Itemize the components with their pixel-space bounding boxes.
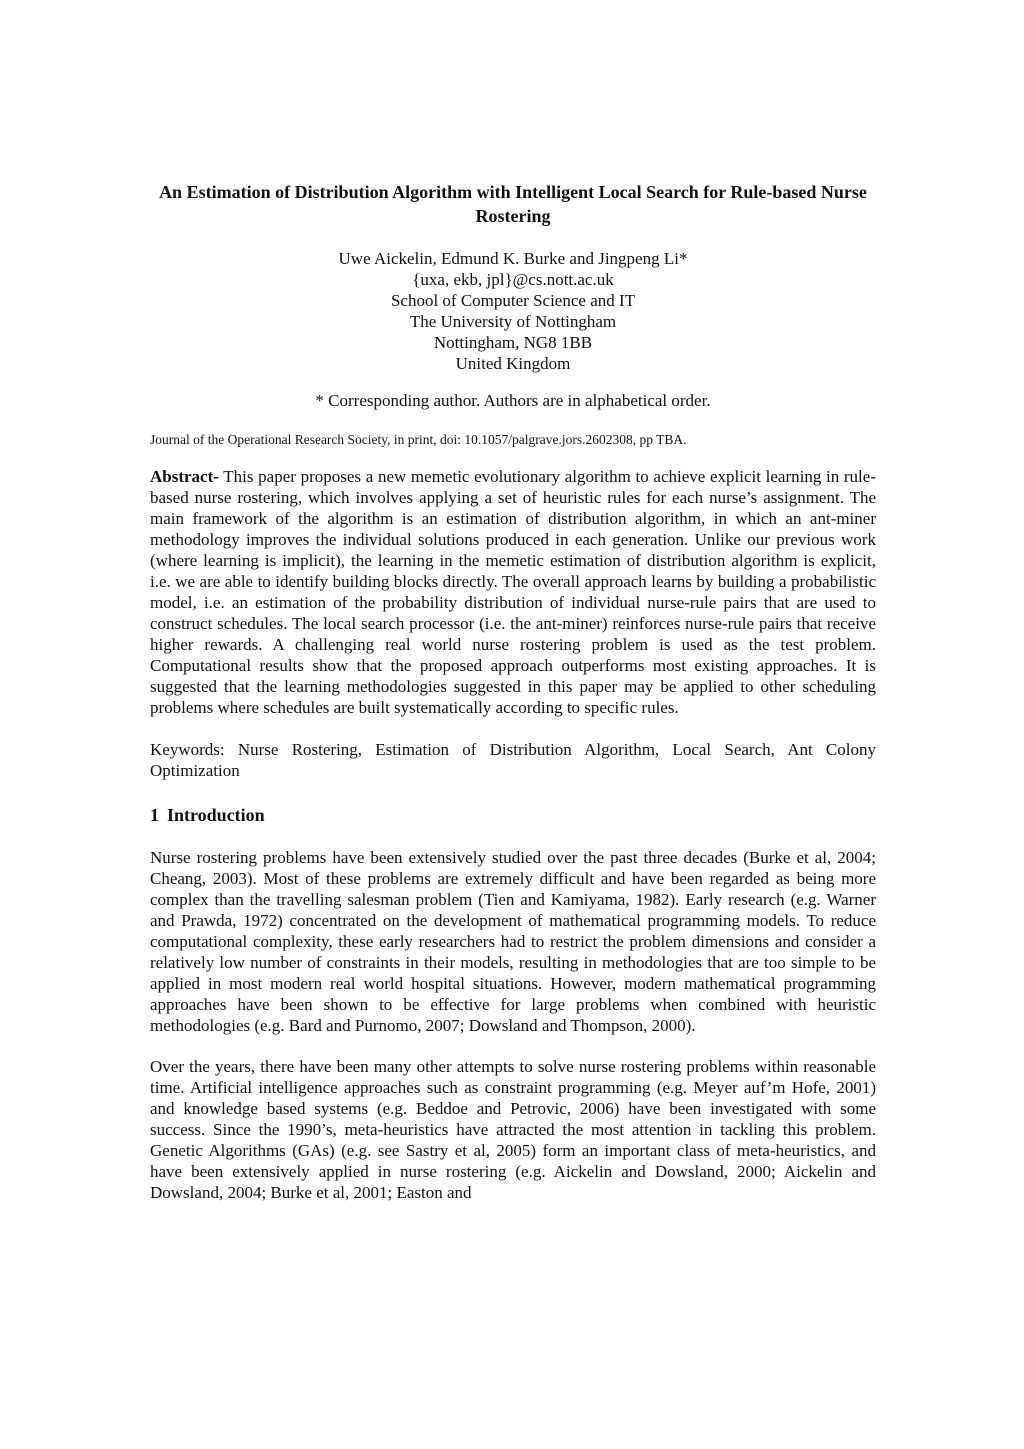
author-block [150,248,876,374]
paper-title: An Estimation of Distribution Algorithm with Intelligent Local Search for Rule-based Nurse Rostering [159,182,867,226]
intro-paragraph-2: Over the years, there have been many other attempts to solve nurse rostering problems within reasonable time. Artificial intelligence approaches such as constraint programming (e.g. Meyer auf’m Hofe, 2001) and knowledge based systems (e.g. Beddoe and Petrovic, 2006) have been investigated with some success. Since the 1990’s, meta-heuristics have attracted the most attention in tackling this problem. Genetic Algorithms (GAs) (e.g. see Sastry et al, 2005) form an important class of meta-heuristics, and have been extensively applied in nurse rostering (e.g. Aickelin and Dowsland, 2000; Aickelin and Dowsland, 2004; Burke et al, 2001; Easton and [150,1057,876,1202]
abstract-text: This paper proposes a new memetic evolutionary algorithm to achieve explicit learning in rule-based nurse rostering, which involves applying a set of heuristic rules for each nurse’s assignment. The main framework of the algorithm is an estimation of distribution algorithm, in which an ant-miner methodology improves the individual solutions produced in each generation. Unlike our previous work (where learning is implicit), the learning in the memetic estimation of distribution algorithm is explicit, i.e. we are able to identify building blocks directly. The overall approach learns by building a probabilistic model, i.e. an estimation of the probability distribution of individual nurse-rule pairs that are used to construct schedules. The local search processor (i.e. the ant-miner) reinforces nurse-rule pairs that receive higher rewards. A challenging real world nurse rostering problem is used as the test problem. Computational results show that the proposed approach outperforms most existing approaches. It is suggested that the learning methodologies suggested in this paper may be applied to other scheduling problems where schedules are built systematically according to specific rules. [150,467,876,717]
journal-note: Journal of the Operational Research Society, in print, doi: 10.1057/palgrave.jors.2602308, pp TBA. [150,432,687,447]
affiliation-line: School of Computer Science and IT [390,291,636,310]
intro-paragraph-1: Nurse rostering problems have been extensively studied over the past three decades (Burke et al, 2004; Cheang, 2003). Most of these problems are extremely difficult and have been regarded as being more complex than the travelling salesman problem (Tien and Kamiyama, 1982). Early research (e.g. Warner and Prawda, 1972) concentrated on the development of mathematical programming models. To reduce computational complexity, these early researchers had to restrict the problem dimensions and consider a relatively low number of constraints in their models, resulting in methodologies that are too simple to be applied in most modern real world hospital situations. However, modern mathematical programming approaches have been shown to be effective for large problems when combined with heuristic methodologies (e.g. Bard and Purnomo, 2007; Dowsland and Thompson, 2000). [150,848,876,1035]
section-title: Introduction [167,805,265,825]
abstract-label: Abstract- [150,467,219,486]
author-emails: {uxa, ekb, jpl}@cs.nott.ac.uk [412,270,614,289]
affiliation-line: United Kingdom [455,354,571,373]
affiliation-line: Nottingham, NG8 1BB [433,333,593,352]
corresponding-author-note: * Corresponding author. Authors are in alphabetical order. [315,391,711,410]
author-names: Uwe Aickelin, Edmund K. Burke and Jingpeng Li* [338,249,688,268]
affiliation-line: The University of Nottingham [409,312,617,331]
section-number: 1 [150,805,159,825]
paper-content [150,180,876,1220]
abstract [150,466,876,718]
keywords: Keywords: Nurse Rostering, Estimation of Distribution Algorithm, Local Search, Ant Colony Optimization [150,740,876,780]
section-heading-introduction [150,803,876,827]
